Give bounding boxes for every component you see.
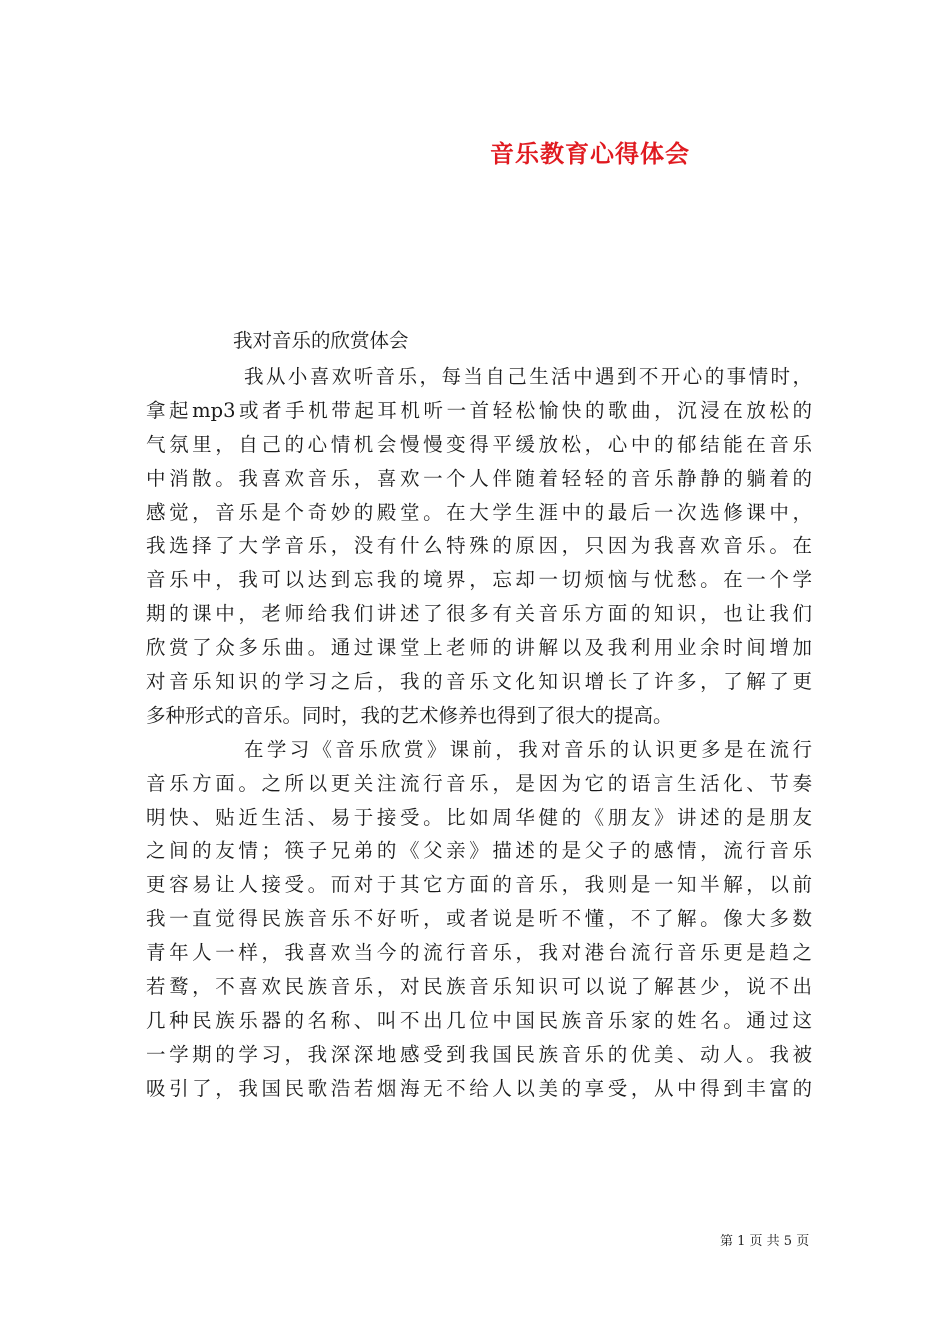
paragraph-2-line-7: 青年人一样，我喜欢当今的流行音乐，我对港台流行音乐更是趋之 <box>146 941 812 965</box>
paragraph-1-line-11: 多种形式的音乐。同时，我的艺术修养也得到了很大的提高。 <box>146 703 673 727</box>
paragraph-1-line-1: 我从小喜欢听音乐，每当自己生活中遇到不开心的事情时， <box>244 365 812 388</box>
paragraph-1-line-2: 拿起mp3或者手机带起耳机听一首轻松愉快的歌曲，沉浸在放松的 <box>146 398 812 422</box>
paragraph-1-line-5: 感觉，音乐是个奇妙的殿堂。在大学生涯中的最后一次选修课中， <box>146 500 812 524</box>
paragraph-1-line-4: 中消散。我喜欢音乐，喜欢一个人伴随着轻轻的音乐静静的躺着的 <box>146 466 812 490</box>
paragraph-1-line-6: 我选择了大学音乐，没有什么特殊的原因，只因为我喜欢音乐。在 <box>146 534 812 558</box>
page-footer: 第 1 页 共 5 页 <box>720 1234 810 1249</box>
paragraph-2-line-8: 若鹜，不喜欢民族音乐，对民族音乐知识可以说了解甚少，说不出 <box>146 975 812 999</box>
paragraph-2-line-10: 一学期的学习，我深深地感受到我国民族音乐的优美、动人。我被 <box>146 1042 812 1066</box>
document-title: 音乐教育心得体会 <box>490 139 690 168</box>
paragraph-2-line-9: 几种民族乐器的名称、叫不出几位中国民族音乐家的姓名。通过这 <box>146 1008 812 1032</box>
paragraph-2-line-11: 吸引了，我国民歌浩若烟海无不给人以美的享受，从中得到丰富的 <box>146 1076 812 1100</box>
paragraph-1-line-7: 音乐中，我可以达到忘我的境界，忘却一切烦恼与忧愁。在一个学 <box>146 568 812 592</box>
paragraph-2-line-3: 明快、贴近生活、易于接受。比如周华健的《朋友》讲述的是朋友 <box>146 805 812 829</box>
paragraph-2-line-1: 在学习《音乐欣赏》课前，我对音乐的认识更多是在流行 <box>244 737 812 761</box>
paragraph-2-line-4: 之间的友情；筷子兄弟的《父亲》描述的是父子的感情，流行音乐 <box>146 839 812 863</box>
paragraph-2-line-5: 更容易让人接受。而对于其它方面的音乐，我则是一知半解，以前 <box>146 873 812 897</box>
document-body <box>146 360 812 1106</box>
paragraph-1-line-3: 气氛里，自己的心情机会慢慢变得平缓放松，心中的郁结能在音乐 <box>146 432 812 456</box>
paragraph-1-line-8: 期的课中，老师给我们讲述了很多有关音乐方面的知识，也让我们 <box>146 602 812 626</box>
paragraph-2-line-2: 音乐方面。之所以更关注流行音乐，是因为它的语言生活化、节奏 <box>146 771 812 795</box>
document-subtitle: 我对音乐的欣赏体会 <box>233 329 409 352</box>
paragraph-2-line-6: 我一直觉得民族音乐不好听，或者说是听不懂，不了解。像大多数 <box>146 907 812 931</box>
paragraph-1-line-9: 欣赏了众多乐曲。通过课堂上老师的讲解以及我利用业余时间增加 <box>146 636 812 660</box>
paragraph-1-line-10: 对音乐知识的学习之后，我的音乐文化知识增长了许多，了解了更 <box>146 670 812 694</box>
